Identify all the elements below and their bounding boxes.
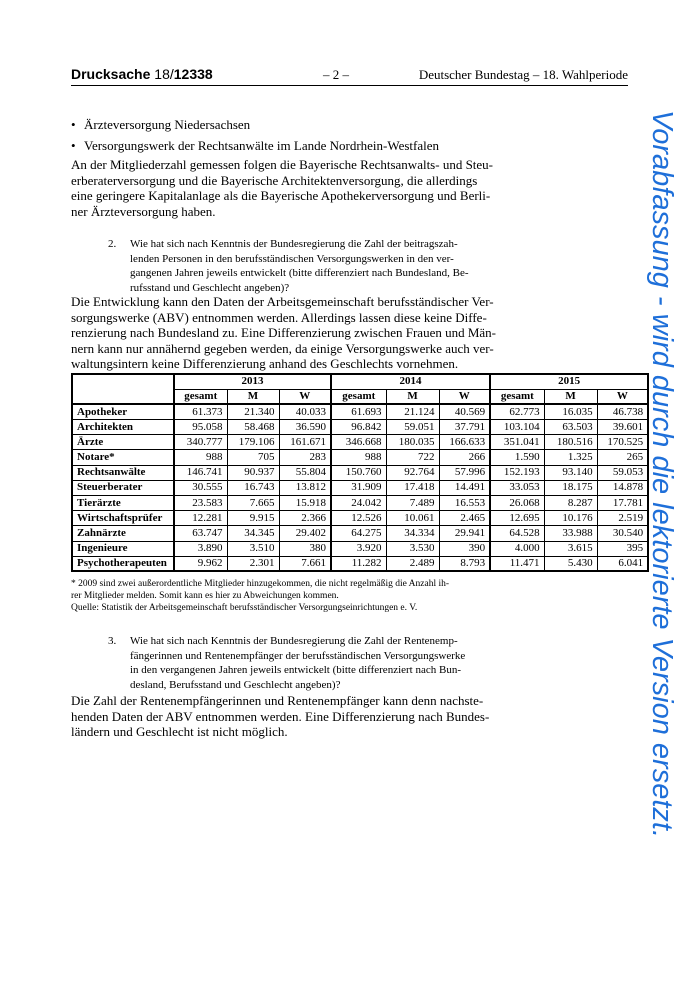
table-row [72, 541, 648, 556]
table-cell: 146.741 [174, 465, 227, 480]
table-corner-cell [72, 374, 174, 404]
subheader-w: W [279, 389, 331, 404]
table-cell: 10.176 [544, 511, 597, 526]
row-label: Psychotherapeuten [72, 556, 174, 571]
table-row [72, 556, 648, 571]
table-row [72, 526, 648, 541]
table-cell: 988 [174, 450, 227, 465]
table-body [72, 404, 648, 571]
table-cell: 33.053 [490, 480, 544, 495]
subheader-gesamt: gesamt [331, 389, 386, 404]
row-label: Ärzte [72, 435, 174, 450]
bullet-dot-icon: • [71, 117, 76, 132]
table-cell: 180.516 [544, 435, 597, 450]
table-cell: 103.104 [490, 420, 544, 435]
table-cell: 170.525 [597, 435, 648, 450]
bullet-item: • Versorgungswerk der Rechtsanwälte im Lande Nordrhein-Westfalen [71, 138, 440, 153]
table-cell: 15.918 [279, 496, 331, 511]
table-cell: 21.124 [386, 404, 439, 419]
table-cell: 340.777 [174, 435, 227, 450]
table-row [72, 420, 648, 435]
table-cell: 3.615 [544, 541, 597, 556]
table-cell: 179.106 [227, 435, 279, 450]
page-header [71, 66, 628, 86]
paragraph-1: An der Mitgliederzahl gemessen folgen die Bayerische Rechtsanwalts- und Steu- erberaterversorgung und die Bayerische Architektenversorgung, die allerdings eine geringere Kapitalanlage als die Bayerische Apothekerversorgung und Berli- ner Ärzteversorgung haben. [71, 157, 494, 219]
table-cell: 988 [331, 450, 386, 465]
table-cell: 29.402 [279, 526, 331, 541]
row-label: Tierärzte [72, 496, 174, 511]
table-cell: 40.569 [439, 404, 490, 419]
row-label: Wirtschaftsprüfer [72, 511, 174, 526]
table-cell: 64.528 [490, 526, 544, 541]
table-cell: 37.791 [439, 420, 490, 435]
table-row [72, 465, 648, 480]
table-cell: 31.909 [331, 480, 386, 495]
table-cell: 64.275 [331, 526, 386, 541]
subheader-gesamt: gesamt [490, 389, 544, 404]
row-label: Rechtsanwälte [72, 465, 174, 480]
table-cell: 33.988 [544, 526, 597, 541]
table-cell: 3.920 [331, 541, 386, 556]
table-cell: 21.340 [227, 404, 279, 419]
table-cell: 9.915 [227, 511, 279, 526]
table-cell: 55.804 [279, 465, 331, 480]
year-header: 2013 [174, 374, 331, 389]
row-label: Notare* [72, 450, 174, 465]
table-cell: 61.693 [331, 404, 386, 419]
row-label: Apotheker [72, 404, 174, 419]
page-number: – 2 – [323, 67, 349, 82]
subheader-w: W [439, 389, 490, 404]
table-cell: 722 [386, 450, 439, 465]
table-year-header-row [72, 374, 648, 389]
table-cell: 57.996 [439, 465, 490, 480]
table-cell: 161.671 [279, 435, 331, 450]
table-cell: 14.878 [597, 480, 648, 495]
bullet-item: • Ärzteversorgung Niedersachsen [71, 117, 251, 132]
table-cell: 11.471 [490, 556, 544, 571]
table-cell: 390 [439, 541, 490, 556]
table-cell: 150.760 [331, 465, 386, 480]
table-cell: 62.773 [490, 404, 544, 419]
table-cell: 380 [279, 541, 331, 556]
table-cell: 1.590 [490, 450, 544, 465]
subheader-gesamt: gesamt [174, 389, 227, 404]
table-cell: 2.489 [386, 556, 439, 571]
draft-watermark: Vorabfassung - wird durch die lektorierte Version ersetzt. [646, 110, 678, 839]
table-cell: 395 [597, 541, 648, 556]
table-row [72, 496, 648, 511]
table-cell: 2.301 [227, 556, 279, 571]
table-cell: 23.583 [174, 496, 227, 511]
header-right-title: Deutscher Bundestag – 18. Wahlperiode [418, 67, 628, 82]
table-cell: 58.468 [227, 420, 279, 435]
table-cell: 39.601 [597, 420, 648, 435]
table-cell: 30.540 [597, 526, 648, 541]
table-cell: 16.553 [439, 496, 490, 511]
table-cell: 2.519 [597, 511, 648, 526]
table-cell: 3.890 [174, 541, 227, 556]
table-cell: 61.373 [174, 404, 227, 419]
table-cell: 166.633 [439, 435, 490, 450]
table-row [72, 450, 648, 465]
table-cell: 40.033 [279, 404, 331, 419]
table-cell: 6.041 [597, 556, 648, 571]
row-label: Zahnärzte [72, 526, 174, 541]
table-cell: 90.937 [227, 465, 279, 480]
table-cell: 7.489 [386, 496, 439, 511]
year-header: 2015 [490, 374, 648, 389]
table-cell: 265 [597, 450, 648, 465]
table-cell: 17.418 [386, 480, 439, 495]
paragraph-3: Die Zahl der Rentenempfängerinnen und Rentenempfänger kann denn nachste- henden Daten der ABV entnommen werden. Eine Differenzierung nach Bundes- ländern und Geschlecht ist nicht möglich. [71, 693, 490, 739]
table-cell: 3.530 [386, 541, 439, 556]
table-cell: 4.000 [490, 541, 544, 556]
table-cell: 29.941 [439, 526, 490, 541]
table-cell: 2.465 [439, 511, 490, 526]
table-cell: 3.510 [227, 541, 279, 556]
table-cell: 34.345 [227, 526, 279, 541]
table-cell: 16.035 [544, 404, 597, 419]
table-cell: 9.962 [174, 556, 227, 571]
table-cell: 8.287 [544, 496, 597, 511]
table-cell: 93.140 [544, 465, 597, 480]
table-cell: 180.035 [386, 435, 439, 450]
table-cell: 16.743 [227, 480, 279, 495]
year-header: 2014 [331, 374, 490, 389]
document-number: Drucksache 18/12338 [71, 66, 213, 82]
paragraph-2: Die Entwicklung kann den Daten der Arbeitsgemeinschaft berufsständischer Ver- sorgungswerke (ABV) entnommen werden. Allerdings lassen diese keine Diffe- renzierung nach Bundesland zu. Eine Differenzierung zwischen Frauen und Män- nern kann nur annähernd gegeben werden, da einige Versorgungswerke auch ver- waltungsintern keine Differenzierung anhand des Geschlechts vornehmen. [71, 294, 496, 371]
table-row [72, 511, 648, 526]
row-label: Architekten [72, 420, 174, 435]
table-cell: 8.793 [439, 556, 490, 571]
table-cell: 11.282 [331, 556, 386, 571]
table-cell: 152.193 [490, 465, 544, 480]
table-cell: 46.738 [597, 404, 648, 419]
membership-table [71, 373, 649, 572]
table-cell: 705 [227, 450, 279, 465]
table-cell: 96.842 [331, 420, 386, 435]
table-row [72, 404, 648, 419]
table-cell: 59.053 [597, 465, 648, 480]
table-cell: 30.555 [174, 480, 227, 495]
row-label: Steuerberater [72, 480, 174, 495]
bullet-dot-icon: • [71, 138, 76, 153]
table-cell: 7.661 [279, 556, 331, 571]
table-row [72, 435, 648, 450]
table-cell: 266 [439, 450, 490, 465]
table-cell: 12.695 [490, 511, 544, 526]
table-cell: 63.503 [544, 420, 597, 435]
table-cell: 59.051 [386, 420, 439, 435]
table-cell: 26.068 [490, 496, 544, 511]
subheader-m: M [227, 389, 279, 404]
table-cell: 12.281 [174, 511, 227, 526]
table-cell: 34.334 [386, 526, 439, 541]
row-label: Ingenieure [72, 541, 174, 556]
subheader-m: M [544, 389, 597, 404]
table-cell: 346.668 [331, 435, 386, 450]
table-cell: 95.058 [174, 420, 227, 435]
table-cell: 17.781 [597, 496, 648, 511]
table-cell: 92.764 [386, 465, 439, 480]
table-cell: 18.175 [544, 480, 597, 495]
table-cell: 14.491 [439, 480, 490, 495]
table-cell: 5.430 [544, 556, 597, 571]
table-cell: 13.812 [279, 480, 331, 495]
subheader-w: W [597, 389, 648, 404]
table-cell: 1.325 [544, 450, 597, 465]
table-cell: 7.665 [227, 496, 279, 511]
table-cell: 10.061 [386, 511, 439, 526]
table-row [72, 480, 648, 495]
table-cell: 351.041 [490, 435, 544, 450]
table-cell: 2.366 [279, 511, 331, 526]
table-cell: 36.590 [279, 420, 331, 435]
table-footnote: * 2009 sind zwei außerordentliche Mitglieder hinzugekommen, die nicht regelmäßig die Anzahl ih- rer Mitglieder melden. Somit kann es hier zu Abweichungen kommen. Quelle: Statistik der Arbeitsgemeinschaft berufsständischer Versorgungseinrichtungen e. V. [71, 579, 450, 613]
subheader-m: M [386, 389, 439, 404]
table-cell: 63.747 [174, 526, 227, 541]
table-cell: 283 [279, 450, 331, 465]
table-cell: 24.042 [331, 496, 386, 511]
table-cell: 12.526 [331, 511, 386, 526]
